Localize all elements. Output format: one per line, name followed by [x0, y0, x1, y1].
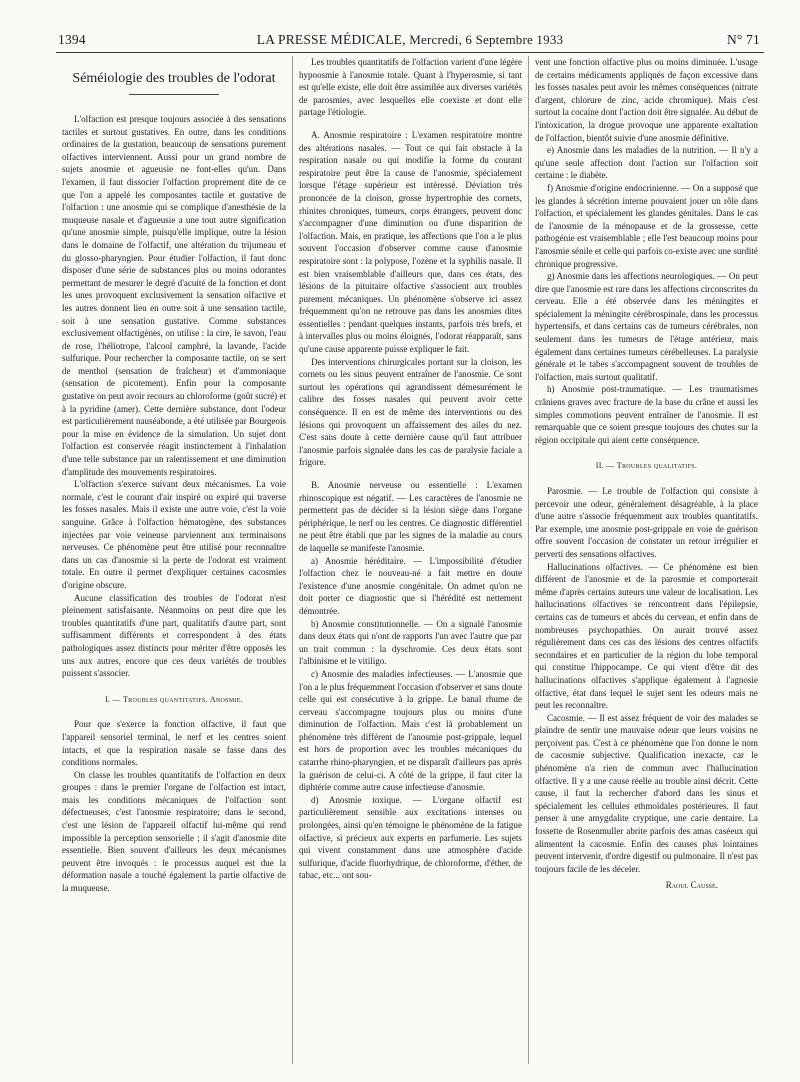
paragraph: B. Anosmie nerveuse ou essentielle : L'examen rhinoscopique est négatif. — Les caractères de l'anosmie ne permettent pas de décider si la lésion siège dans l'organe périphérique, le nerf ou les centres. Ce diagnostic différentiel ne peut être établi que par les signes de la maladie au cours de laquelle se manifeste l'anosmie.: [298, 480, 522, 553]
paragraph: a) Anosmie héréditaire. — L'impossibilité d'étudier l'olfaction chez le nouveau-né a fait mettre en doute l'existence d'une anosmie congénitale. On admet qu'on ne doit porter ce diagnostic que si l'hérédité est nettement démontrée.: [298, 555, 522, 616]
paragraph: Pour que s'exerce la fonction olfactive, il faut que l'appareil sensoriel terminal, le nerf et les centres soient intacts, et que la respiration nasale se fasse dans des conditions normales.: [62, 719, 286, 768]
page-number: 1394: [58, 32, 86, 47]
section-heading: II. — Troubles qualitatifs.: [595, 461, 698, 471]
paragraph: Aucune classification des troubles de l'odorat n'est pleinement satisfaisante. Néanmoins on peut dire que les troubles quantitatifs d'une part, qualitatifs d'autre part, sont suffisamment différents et correspondent à des états pathologiques assez distincts pour mériter d'être opposés les uns aux autres, encore que ces deux variétés de troubles puissent s'associer.: [62, 592, 286, 679]
article-columns: [56, 56, 764, 1064]
paragraph: L'olfaction est presque toujours associée à des sensations tactiles et surtout gustatives. En outre, dans les conditions ordinaires de la gustation, beaucoup de sensations purement olfactives interviennent. Aussi pour un grand nombre de sujets anosmie et agueusie ne font-elles qu'un. Dans l'examen, il faut dissocier l'olfaction proprement dite de ce que l'on a appelé les composantes tactile et gustative de l'olfaction : une anosmie qui se complique d'anesthésie de la muqueuse nasale et d'agueusie a une tout autre signification qu'une anosmie simple, puisqu'elle implique, outre la lésion dans le domaine de l'olfactif, une altération du trijumeau et du glosso-pharyngien. Pour étudier l'olfaction, il faut donc disposer d'une série de substances plus ou moins odorantes permettant de mesurer le degré d'acuité de la fonction et dont les unes provoquent exclusivement la sensation olfactive et les autres donnent lieu en outre soit à une sensation tactile, soit à une sensation gustative. Comme substances exclusivement olfactigènes, on utilise : la cire, le savon, l'eau de rose, l'héliotrope, l'alcool camphré, la lavande, l'acide sulfurique. Pour rechercher la composante tactile, on se sert de menthol (sensation de fraîcheur) et d'ammoniaque (sensation de picotement). Enfin pour la composante gustative on peut avoir recours au chloroforme (goût sucré) et à la pyridine (amer). Cette dernière substance, dont l'odeur est particulièrement nauséabonde, a été utilisée par Bourgeois pour la mise en évidence de la simulation. Un sujet dont l'olfaction est conservée réagit instinctement à l'inhalation d'une telle substance par un ralentissement et une diminution d'amplitude des mouvements respiratoires.: [62, 114, 286, 477]
paragraph: e) Anosmie dans les maladies de la nutrition. — Il n'y a qu'une seule affection dont l'action sur l'olfaction soit certaine : le diabète.: [534, 145, 758, 181]
paragraph: vent une fonction olfactive plus ou moins diminuée. L'usage de certains médicaments appliqués de façon excessive dans les fosses nasales peut avoir les mêmes conséquences (nitrate d'argent, chlorure de zinc, acide chromique). Mais c'est surtout la cocaïne dont l'action doit être signalée. Au début de l'intoxication, la drogue provoque une apparente exaltation de l'olfaction, bientôt suivie d'une anosmie définitive.: [534, 57, 758, 143]
issue-date: Mercredi, 6 Septembre 1933: [409, 32, 564, 47]
paragraph: Hallucinations olfactives. — Ce phénomène est bien différent de l'anosmie et de la parosmie et comporterait même d'après certains auteurs une valeur de localisation. Les hallucinations olfactives se rencontrent dans l'épilepsie, certains cas de tumeurs et abcès du cerveau, et enfin dans de nombreuses psychopathies. On aurait trouvé assez régulièrement dans ces cas des lésions des centres olfactifs secondaires et en particulier de la région du lobe temporal qui constitue l'hippocampe. Ce qui vient d'être dit des hallucinations olfactives s'applique également à l'agnosie olfactive, état dans lequel le sujet sent les odeurs mais ne peut les reconnaître.: [534, 561, 758, 711]
paragraph: L'olfaction s'exerce suivant deux mécanismes. La voie normale, c'est le courant d'air inspiré ou expiré qui traverse les fosses nasales. Mais il existe une autre voie, c'est la voie sanguine. Grâce à l'olfaction hématogène, des substances injectées par voie veineuse parviennent aux terminaisons nerveuses. Ce phénomène peut être utilisé pour reconnaître dans un cas d'anosmie si la perte de l'odorat est vraiment totale. En outre il permet d'expliquer certaines cacosmies d'origine obscure.: [62, 479, 286, 590]
issue-number: N° 71: [726, 32, 760, 47]
column-2: [292, 56, 528, 1064]
title-rule: [129, 94, 219, 95]
paragraph: f) Anosmie d'origine endocrinienne. — On a supposé que les glandes à sécrétion interne pouvaient jouer un rôle dans l'olfaction, et spécialement les glandes génitales. Dans le cas de l'anosmie de la ménopause et de la grossesse, cette pathogénie est vraisemblable ; elle l'est beaucoup moins pour l'anosmie sénile et celle qui parfois co-existe avec une surdité chronique progressive.: [534, 182, 758, 269]
masthead: [56, 32, 764, 48]
paragraph: d) Anosmie toxique. — L'organe olfactif est particulièrement sensible aux excitations intenses ou prolongées, ainsi qu'en témoigne le phénomène de la fatigue olfactive, si précieux aux experts en parfumerie. Les sujets qui vivent constamment dans une atmosphère d'acide sulfurique, d'acide fluorhydrique, de chloroforme, d'éther, de tabac, etc... ont sou-: [298, 794, 522, 881]
column-1: [56, 56, 292, 1064]
section-heading: I. — Troubles quantitatifs. Anosmie.: [104, 694, 244, 704]
page-header: [56, 30, 764, 53]
paragraph: c) Anosmie des maladies infectieuses. — L'anosmie que l'on a le plus fréquemment l'occasion d'observer et sans doute celle qui est consécutive à la grippe. Le banal rhume de cerveau s'accompagne toujours plus ou moins d'une diminution de l'olfaction. Mais c'est là probablement un phénomène très différent de l'anosmie post-grippale, lequel est hors de proportion avec les troubles mécaniques du catarrhe rhino-pharyngien, et ne disparaît d'ailleurs pas après la guérison de celui-ci. A côté de la grippe, il faut citer la diphtérie comme autre cause infectieuse d'anosmie.: [298, 668, 522, 793]
column-3: [528, 56, 764, 1064]
paragraph: Des interventions chirurgicales portant sur la cloison, les cornets ou les sinus peuvent entraîner de l'anosmie. Ce sont surtout les opérations qui agrandissent démesurément le calibre des fosses nasales qui peuvent avoir cette conséquence. Il en est de même des interventions ou des lésions qui provoquent un affaissement des ailes du nez. C'est sans doute à cette dernière cause qu'il faut attribuer l'anosmie parfois signalée dans les cas de paralysie faciale a frigore.: [298, 356, 522, 468]
paragraph: On classe les troubles quantitatifs de l'olfaction en deux groupes : dans le premier l'organe de l'olfaction est intact, mais les conditions mécaniques de l'olfaction sont défectueuses, c'est l'anosmie respiratoire; dans le second, c'est une lésion de l'appareil olfactif lui-même qui rend impossible la perception sensorielle ; il s'agit d'anosmie dite essentielle. Bien souvent d'ailleurs les deux mécanismes peuvent être invoqués : le processus auquel est due la déformation nasale a touché également la partie olfactive de la muqueuse.: [62, 769, 286, 894]
author-signature: Raoul Caussé.: [665, 880, 718, 891]
paragraph: h) Anosmie post-traumatique. — Les traumatismes crâniens graves avec fracture de la base du crâne et aussi les simples commotions peuvent entraîner de l'anosmie. Il est remarquable que ce soient presque toujours des chutes sur la région occipitale qui aient cette conséquence.: [534, 384, 758, 445]
paragraph: Parosmie. — Le trouble de l'olfaction qui consiste à percevoir une odeur, généralement désagréable, à la place d'une autre s'associe fréquemment aux troubles quantitatifs. Par exemple, une anosmie post-grippale en voie de guérison offre souvent l'occasion de constater un retour irrégulier et perverti des sensations olfactives.: [534, 486, 758, 559]
journal-title: LA PRESSE MÉDICALE,: [256, 32, 406, 47]
paragraph: Cacosmie. — Il est assez fréquent de voir des malades se plaindre de sentir une mauvaise odeur que leurs voisins ne perçoivent pas. C'est à ce phénomène que l'on donne le nom de cacosmie subjective. Qualification inexacte, car le phénomène n'a rien de commun avec l'hallucination olfactive. Il y a une cause réelle au trouble ainsi décrit. Cette cause, il faut la rechercher d'abord dans les sinus et spécialement les cellules ethmoïdales postérieures. Il faut penser à une amygdalite cryptique, une carie dentaire. La fossette de Rosenmuller abrite parfois des amas caséeux qui alimentent la cacosmie. Enfin des causes plus lointaines peuvent intervenir, d'ordre digestif ou pulmonaire. Il n'est pas toujours facile de les déceler.: [534, 712, 758, 874]
paragraph: b) Anosmie constitutionnelle. — On a signalé l'anosmie dans deux états qui n'ont de rapports l'un avec l'autre que par un trait commun : la dyschromie. Ces deux états sont l'albinisme et le vitiligo.: [298, 618, 522, 667]
paragraph: A. Anosmie respiratoire : L'examen respiratoire montre des altérations nasales. — Tout ce qui fait obstacle à la respiration nasale ou qui modifie la forme du courant respiratoire peut être la cause de l'anosmie, spécialement lorsque l'étage supérieur est intéressé. Déviation très prononcée de la cloison, grosse hypertrophie des cornets, rhinites chroniques, tumeurs, corps étrangers, peuvent donc s'accompagner d'une diminution ou d'une disparition de l'olfaction. Mais, en pratique, les affections que l'on a le plus souvent l'occasion d'observer comme cause d'anosmie respiratoire sont : la polypose, l'ozène et la syphilis nasale. Il est bien vraisemblable d'ailleurs que, dans ces états, des lésions de la pituitaire olfactive s'associent aux troubles purement mécaniques. Un phénomène s'observe ici assez fréquemment qu'on ne retrouve pas dans les anosmies dites essentielles : pendant quelques instants, parfois très brefs, et à intervalles plus ou moins éloignés, l'odorat réapparaît, sans qu'une cause apparente puisse expliquer le fait.: [298, 129, 522, 355]
paragraph: Les troubles quantitatifs de l'olfaction varient d'une légère hypoosmie à l'anosmie totale. Quant à l'hyperosmie, si tant est qu'elle existe, elle doit être assimilée aux diverses variétés de parosmies, avec lesquelles elle coexiste et dont elle partage l'étiologie.: [298, 57, 522, 118]
paragraph: g) Anosmie dans les affections neurologiques. — On peut dire que l'anosmie est rare dans les affections circonscrites du cerveau. Elle a été observée dans les méningites et spécialement la méningite cérébrospinale, dans les processus hypertensifs, et dans certains cas de tumeurs cérébrales, non seulement dans les tumeurs de l'étage antérieur, mais également dans certaines tumeurs cérébelleuses. La paralysie générale et le tabes s'accompagnent souvent de troubles de l'olfaction, mais surtout qualitatif.: [534, 271, 758, 382]
article-title: Séméiologie des troubles de l'odorat: [72, 71, 276, 86]
